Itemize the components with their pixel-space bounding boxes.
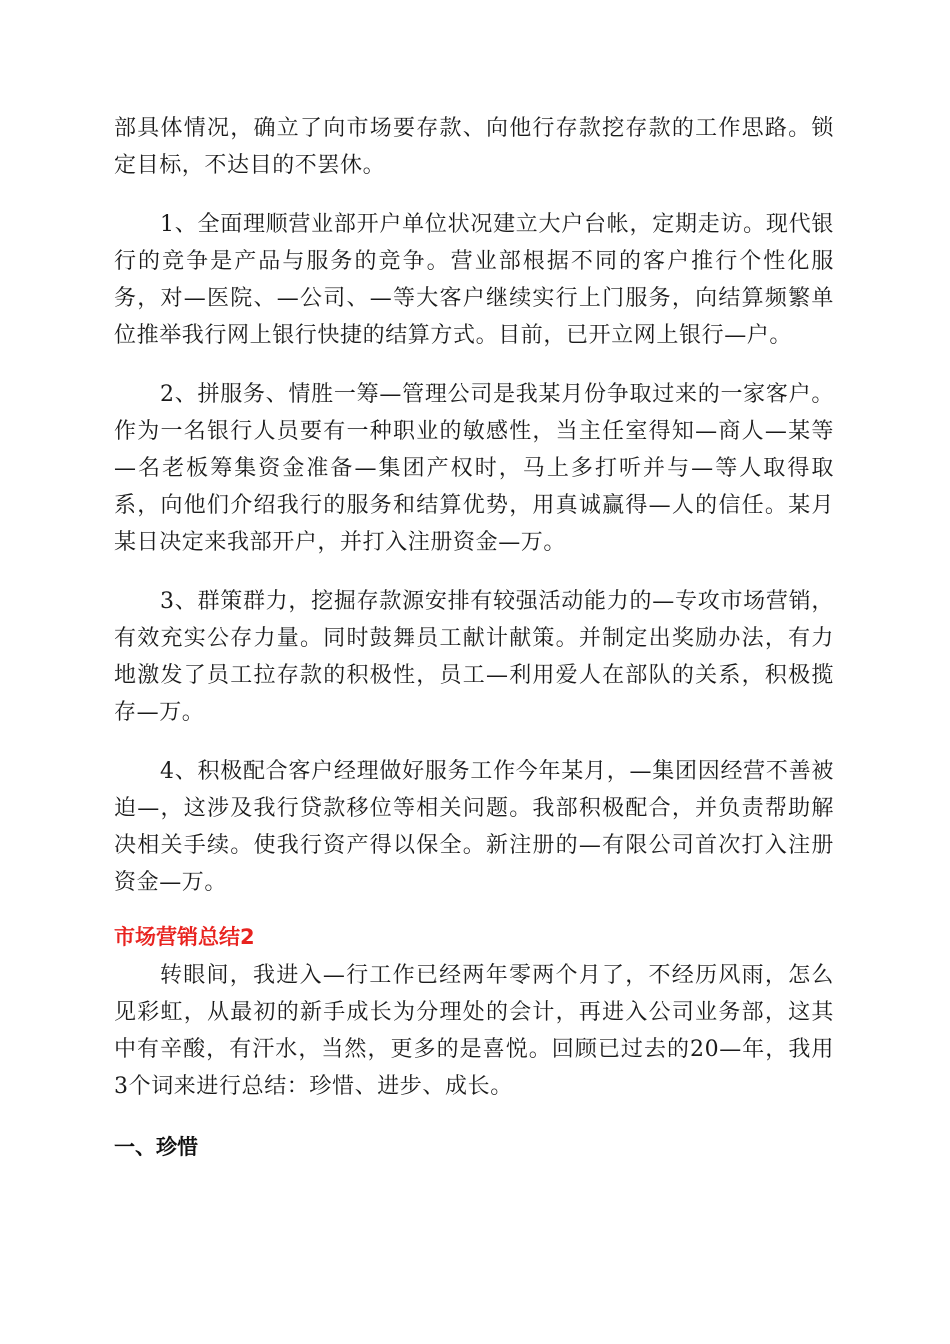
document-page — [114, 110, 834, 1165]
paragraph-item-4: 4、积极配合客户经理做好服务工作今年某月，—集团因经营不善被迫—，这涉及我行贷款移位等相关问题。我部积极配合，并负责帮助解决相关手续。使我行资产得以保全。新注册的—有限公司首次打入注册资金—万。 — [114, 759, 834, 895]
paragraph-item-3: 3、群策群力，挖掘存款源安排有较强活动能力的—专攻市场营销，有效充实公存力量。同时鼓舞员工献计献策。并制定出奖励办法，有力地激发了员工拉存款的积极性，员工—利用爱人在部队的关系，积极揽存—万。 — [114, 589, 834, 725]
paragraph-continuation: 部具体情况，确立了向市场要存款、向他行存款挖存款的工作思路。锁定目标，不达目的不罢休。 — [114, 116, 834, 178]
paragraph-item-2: 2、拼服务、情胜一筹—管理公司是我某月份争取过来的一家客户。作为一名银行人员要有一种职业的敏感性，当主任室得知—商人—某等—名老板筹集资金准备—集团产权时，马上多打听并与—等人取得取系，向他们介绍我行的服务和结算优势，用真诚赢得—人的信任。某月某日决定来我部开户，并打入注册资金—万。 — [114, 382, 834, 555]
section-title: 市场营销总结2 — [114, 925, 255, 949]
paragraph-item-1: 1、全面理顺营业部开户单位状况建立大户台帐，定期走访。现代银行的竞争是产品与服务的竞争。营业部根据不同的客户推行个性化服务，对—医院、—公司、—等大客户继续实行上门服务，向结算频繁单位推举我行网上银行快捷的结算方式。目前，已开立网上银行—户。 — [114, 212, 834, 348]
sub-heading: 一、珍惜 — [114, 1135, 198, 1159]
paragraph-intro: 转眼间，我进入—行工作已经两年零两个月了，不经历风雨，怎么见彩虹，从最初的新手成长为分理处的会计，再进入公司业务部，这其中有辛酸，有汗水，当然，更多的是喜悦。回顾已过去的20—年，我用3个词来进行总结：珍惜、进步、成长。 — [114, 963, 834, 1099]
